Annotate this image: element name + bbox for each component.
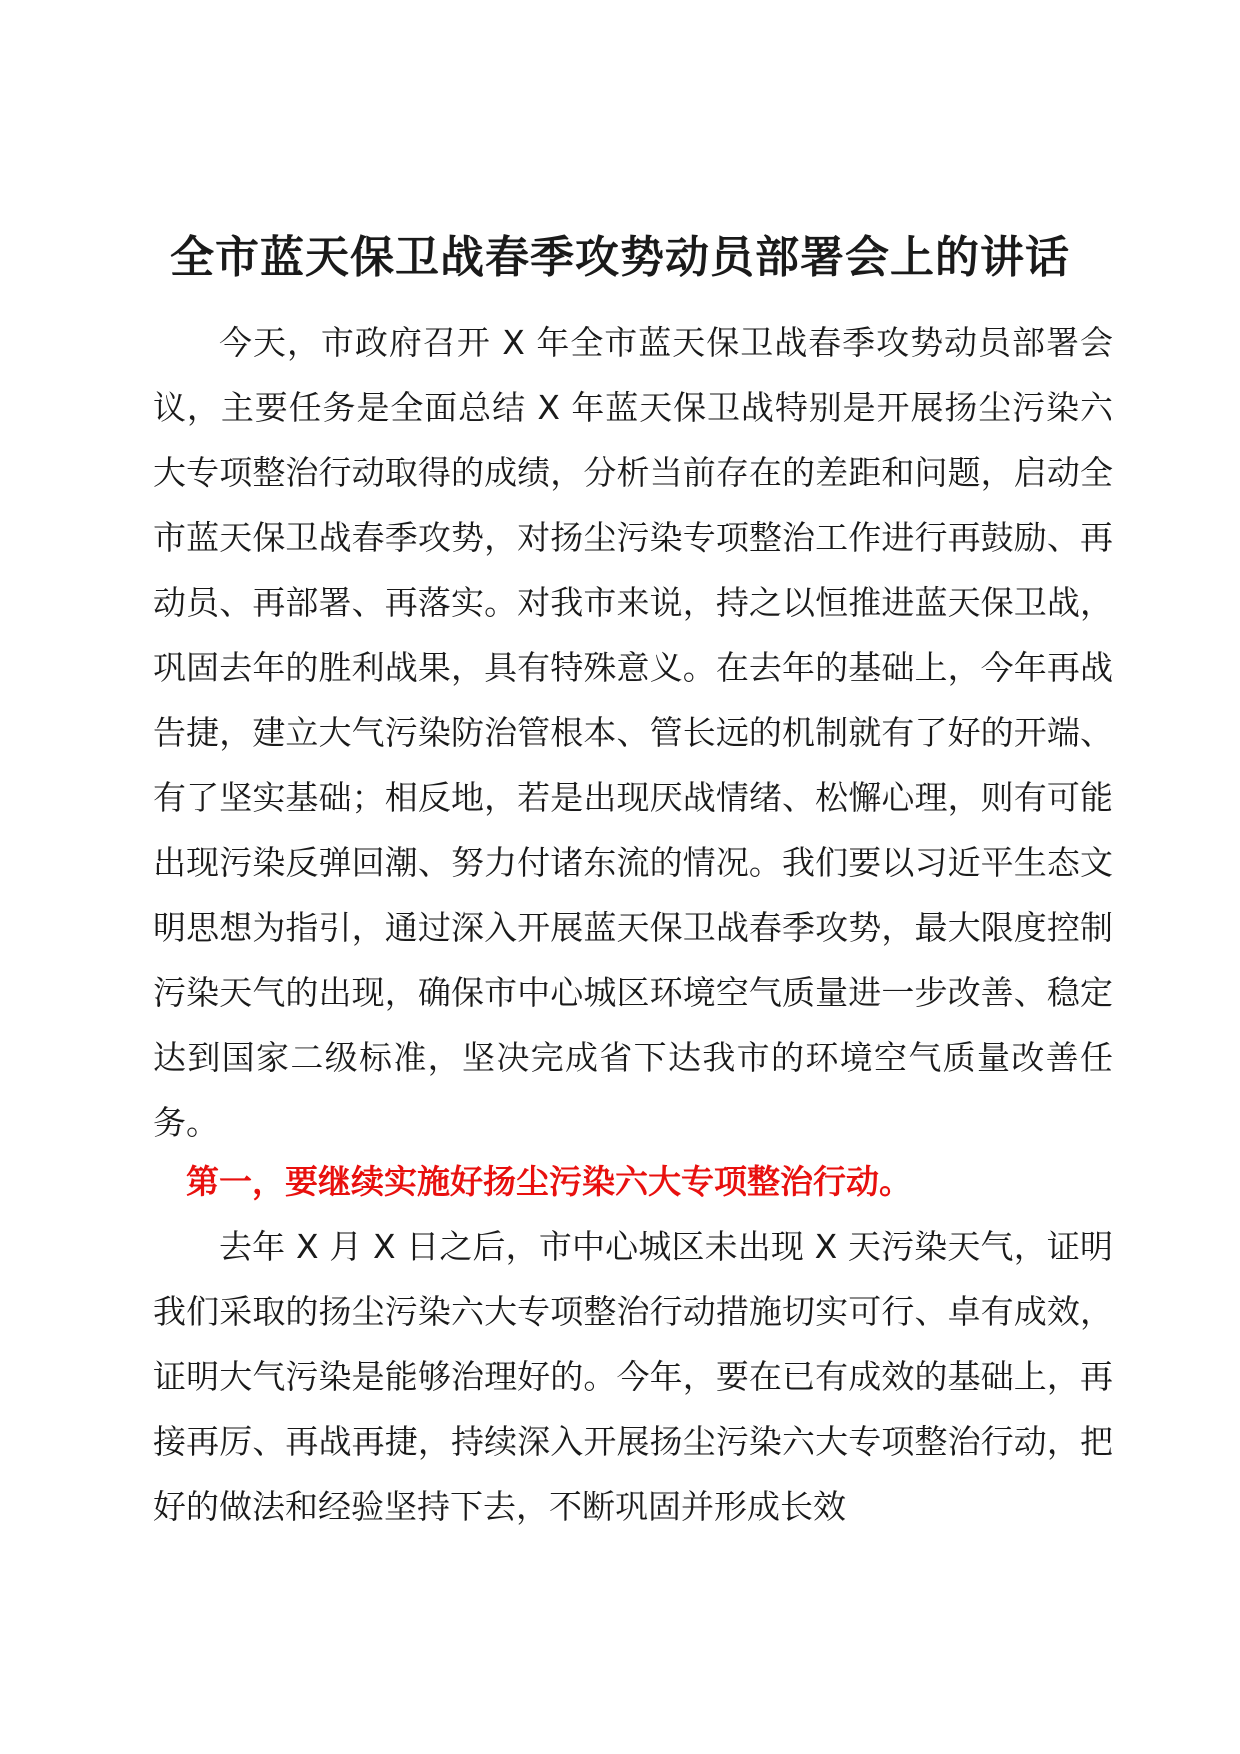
paragraph-intro: 今天，市政府召开 X 年全市蓝天保卫战春季攻势动员部署会议，主要任务是全面总结 X 年蓝天保卫战特别是开展扬尘污染六大专项整治行动取得的成绩，分析当前存在的差距和问题，启动全市蓝天保卫战春季攻势，对扬尘污染专项整治工作进行再鼓励、再动员、再部署、再落实。对我市来说，持之以恒推进蓝天保卫战，巩固去年的胜利战果，具有特殊意义。在去年的基础上，今年再战告捷，建立大气污染防治管根本、管长远的机制就有了好的开端、有了坚实基础；相反地，若是出现厌战情绪、松懈心理，则有可能出现污染反弹回潮、努力付诸东流的情况。我们要以习近平生态文明思想为指引，通过深入开展蓝天保卫战春季攻势，最大限度控制污染天气的出现，确保市中心城区环境空气质量进一步改善、稳定达到国家二级标准，坚决完成省下达我市的环境空气质量改善任务。 (153, 323, 1113, 1142)
document-title: 全市蓝天保卫战春季攻势动员部署会上的讲话 (170, 232, 1070, 283)
section-heading-first: 第一，要继续实施好扬尘污染六大专项整治行动。 (186, 1162, 912, 1201)
paragraph-section-one: 去年 X 月 X 日之后，市中心城区未出现 X 天污染天气，证明我们采取的扬尘污染六大专项整治行动措施切实可行、卓有成效，证明大气污染是能够治理好的。今年，要在已有成效的基础上，再接再厉、再战再捷，持续深入开展扬尘污染六大专项整治行动，把好的做法和经验坚持下去，不断巩固并形成长效 (153, 1227, 1113, 1526)
